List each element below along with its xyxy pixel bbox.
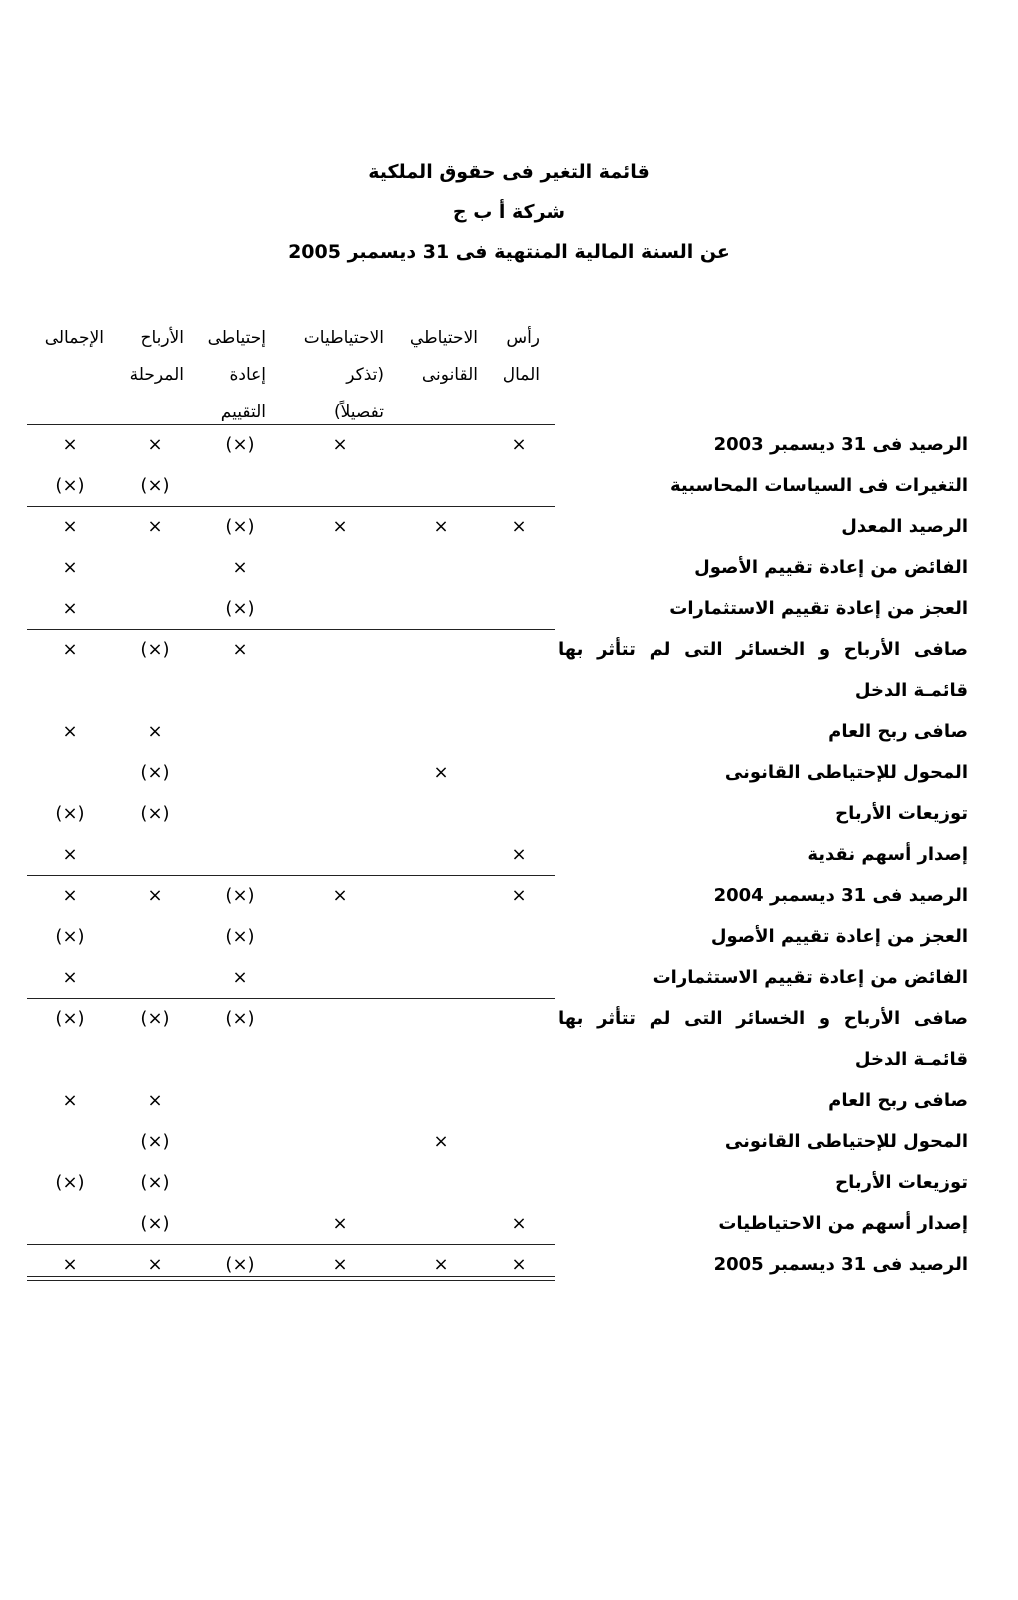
statement-title	[0, 152, 1018, 272]
cell-retained: (×)	[140, 1213, 170, 1234]
table-row	[0, 465, 1018, 506]
cell-retained: (×)	[140, 1131, 170, 1152]
table-row	[0, 834, 1018, 875]
cell-capital: ×	[511, 885, 527, 906]
row-label: المحول للإحتياطى القانونى	[724, 1131, 968, 1152]
cell-retained: ×	[147, 516, 163, 537]
col-header-total: الإجمالى	[44, 328, 104, 348]
table-row	[0, 1244, 1018, 1285]
cell-capital: ×	[511, 844, 527, 865]
row-label: العجز من إعادة تقييم الأصول	[710, 926, 968, 947]
cell-capital: ×	[511, 1213, 527, 1234]
cell-total: (×)	[55, 1172, 85, 1193]
col-header-capital: رأس المال	[502, 328, 540, 385]
col-header-retained: الأرباح المرحلة	[129, 328, 184, 385]
cell-revaluation: (×)	[225, 926, 255, 947]
cell-total: ×	[62, 1090, 78, 1111]
cell-legal-reserve: ×	[433, 1254, 449, 1275]
cell-retained: (×)	[140, 475, 170, 496]
table-row	[0, 998, 1018, 1080]
cell-total: ×	[62, 967, 78, 988]
cell-reserves: ×	[332, 516, 348, 537]
row-label: التغيرات فى السياسات المحاسبية	[670, 475, 968, 496]
row-label: صافى ربح العام	[828, 721, 968, 742]
row-label: الفائض من إعادة تقييم الاستثمارات	[652, 967, 968, 988]
table-row	[0, 957, 1018, 998]
cell-retained: ×	[147, 721, 163, 742]
cell-retained: ×	[147, 1254, 163, 1275]
cell-reserves: ×	[332, 1213, 348, 1234]
cell-retained: ×	[147, 885, 163, 906]
cell-retained: (×)	[140, 639, 170, 660]
cell-revaluation: ×	[232, 639, 248, 660]
cell-revaluation: (×)	[225, 598, 255, 619]
cell-total: (×)	[55, 803, 85, 824]
cell-retained: ×	[147, 1090, 163, 1111]
cell-total: (×)	[55, 926, 85, 947]
row-label: الرصيد فى 31 ديسمبر 2004	[713, 885, 968, 906]
statement-title-line1: قائمة التغير فى حقوق الملكية	[368, 161, 650, 183]
cell-capital: ×	[511, 516, 527, 537]
table-row	[0, 1080, 1018, 1121]
cell-total: ×	[62, 557, 78, 578]
cell-total: ×	[62, 639, 78, 660]
table-row	[0, 793, 1018, 834]
row-label: العجز من إعادة تقييم الاستثمارات	[669, 598, 968, 619]
table-row	[0, 711, 1018, 752]
cell-total: ×	[62, 721, 78, 742]
table-row	[0, 629, 1018, 711]
cell-retained: ×	[147, 434, 163, 455]
cell-revaluation: ×	[232, 967, 248, 988]
table-row	[0, 1162, 1018, 1203]
cell-total: ×	[62, 434, 78, 455]
cell-retained: (×)	[140, 1008, 170, 1029]
row-label: إصدار أسهم نقدية	[807, 844, 968, 865]
row-label: صافى الأرباح و الخسائر التى لم تتأثر بها قائمـة الدخل	[558, 1008, 968, 1070]
cell-total: ×	[62, 844, 78, 865]
table-row	[0, 875, 1018, 916]
cell-revaluation: (×)	[225, 1254, 255, 1275]
row-label: توزيعات الأرباح	[835, 1172, 968, 1193]
table-row	[0, 424, 1018, 465]
cell-legal-reserve: ×	[433, 1131, 449, 1152]
table-row	[0, 1203, 1018, 1244]
table-row	[0, 588, 1018, 629]
table-row	[0, 916, 1018, 957]
cell-retained: (×)	[140, 762, 170, 783]
cell-legal-reserve: ×	[433, 516, 449, 537]
cell-total: (×)	[55, 1008, 85, 1029]
cell-total: ×	[62, 885, 78, 906]
cell-total: ×	[62, 516, 78, 537]
table-row	[0, 506, 1018, 547]
cell-revaluation: (×)	[225, 1008, 255, 1029]
row-label: إصدار أسهم من الاحتياطيات	[718, 1213, 968, 1234]
col-header-revaluation: إحتياطى إعادة التقييم	[207, 328, 266, 422]
cell-revaluation: (×)	[225, 434, 255, 455]
row-label: توزيعات الأرباح	[835, 803, 968, 824]
row-label: الرصيد المعدل	[841, 516, 968, 537]
table-row	[0, 547, 1018, 588]
row-label: صافى الأرباح و الخسائر التى لم تتأثر بها قائمـة الدخل	[558, 639, 968, 701]
cell-total: (×)	[55, 475, 85, 496]
table-row	[0, 752, 1018, 793]
company-name: شركة أ ب ج	[452, 201, 566, 223]
cell-capital: ×	[511, 1254, 527, 1275]
cell-revaluation: (×)	[225, 516, 255, 537]
row-label: الرصيد فى 31 ديسمبر 2003	[713, 434, 968, 455]
cell-total: ×	[62, 1254, 78, 1275]
cell-revaluation: ×	[232, 557, 248, 578]
column-headers	[0, 320, 1018, 430]
row-label: صافى ربح العام	[828, 1090, 968, 1111]
row-label: الرصيد فى 31 ديسمبر 2005	[713, 1254, 968, 1275]
cell-legal-reserve: ×	[433, 762, 449, 783]
table-row	[0, 1121, 1018, 1162]
row-label: الفائض من إعادة تقييم الأصول	[694, 557, 968, 578]
period-line: عن السنة المالية المنتهية فى 31 ديسمبر 2005	[288, 241, 730, 263]
cell-revaluation: (×)	[225, 885, 255, 906]
col-header-reserves: الاحتياطيات (تذكر تفصيلاً)	[303, 328, 384, 422]
cell-reserves: ×	[332, 885, 348, 906]
cell-retained: (×)	[140, 1172, 170, 1193]
cell-total: ×	[62, 598, 78, 619]
cell-reserves: ×	[332, 1254, 348, 1275]
col-header-legal-reserve: الاحتياطي القانونى	[409, 328, 478, 385]
cell-retained: (×)	[140, 803, 170, 824]
row-label: المحول للإحتياطى القانونى	[724, 762, 968, 783]
cell-reserves: ×	[332, 434, 348, 455]
cell-capital: ×	[511, 434, 527, 455]
statement-table	[0, 424, 1018, 1285]
